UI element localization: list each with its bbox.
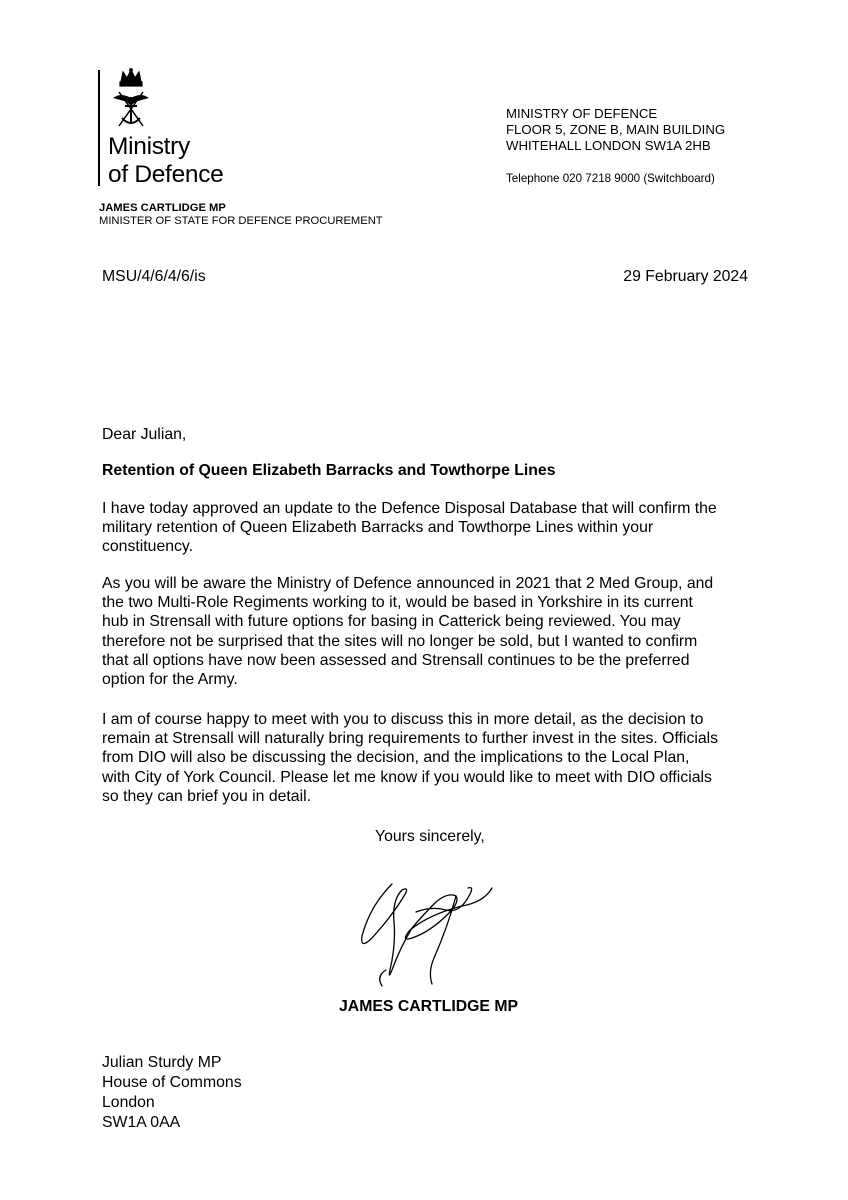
paragraph-line: I am of course happy to meet with you to discuss this in more detail, as the decision to <box>102 711 704 728</box>
minister-title: MINISTER OF STATE FOR DEFENCE PROCUREMENT <box>99 215 383 227</box>
recipient-line: House of Commons <box>102 1074 242 1091</box>
recipient-line: Julian Sturdy MP <box>102 1054 222 1071</box>
closing: Yours sincerely, <box>375 828 485 845</box>
logo-ministry: Ministry <box>108 133 190 160</box>
paragraph-line: As you will be aware the Ministry of Defence announced in 2021 that 2 Med Group, and <box>102 575 714 592</box>
paragraph-line: remain at Strensall will naturally bring requirements to further invest in the sites. Officials <box>102 730 719 748</box>
letter-date: 29 February 2024 <box>623 268 748 285</box>
salutation: Dear Julian, <box>102 426 187 443</box>
logo-divider <box>98 70 100 186</box>
signatory-name: JAMES CARTLIDGE MP <box>339 998 519 1015</box>
paragraph-line: constituency. <box>102 538 194 556</box>
recipient-line: London <box>102 1094 155 1111</box>
reference-number: MSU/4/6/4/6/is <box>102 268 206 285</box>
paragraph-line: I have today approved an update to the Defence Disposal Database that will confirm the <box>102 500 717 517</box>
recipient-line: SW1A 0AA <box>102 1114 181 1131</box>
paragraph-line: so they can brief you in detail. <box>102 787 311 805</box>
mod-crest-icon <box>107 68 155 132</box>
body-paragraph <box>102 499 772 557</box>
signature-image <box>352 866 502 988</box>
minister-name: JAMES CARTLIDGE MP <box>99 202 226 214</box>
address-line: WHITEHALL LONDON SW1A 2HB <box>506 138 711 153</box>
address-line: FLOOR 5, ZONE B, MAIN BUILDING <box>506 122 726 137</box>
paragraph-line: from DIO will also be discussing the decision, and the implications to the Local Plan, <box>102 749 690 767</box>
paragraph-line: option for the Army. <box>102 671 238 689</box>
paragraph-line: that all options have now been assessed and Strensall continues to be the preferred <box>102 651 690 669</box>
subject-heading: Retention of Queen Elizabeth Barracks and Towthorpe Lines <box>102 462 556 479</box>
paragraph-line: military retention of Queen Elizabeth Barracks and Towthorpe Lines within your <box>102 519 654 537</box>
telephone: Telephone 020 7218 9000 (Switchboard) <box>506 172 715 185</box>
body-paragraph <box>102 710 772 806</box>
paragraph-line: hub in Strensall with future options for basing in Catterick being reviewed. You may <box>102 613 681 631</box>
logo-of-defence: of Defence <box>108 161 224 188</box>
paragraph-line: therefore not be surprised that the sites will no longer be sold, but I wanted to confirm <box>102 632 698 650</box>
paragraph-line: the two Multi-Role Regiments working to it, would be based in Yorkshire in its current <box>102 594 693 612</box>
address-line: MINISTRY OF DEFENCE <box>506 106 658 121</box>
body-paragraph <box>102 574 772 689</box>
paragraph-line: with City of York Council. Please let me know if you would like to meet with DIO officials <box>102 768 712 786</box>
